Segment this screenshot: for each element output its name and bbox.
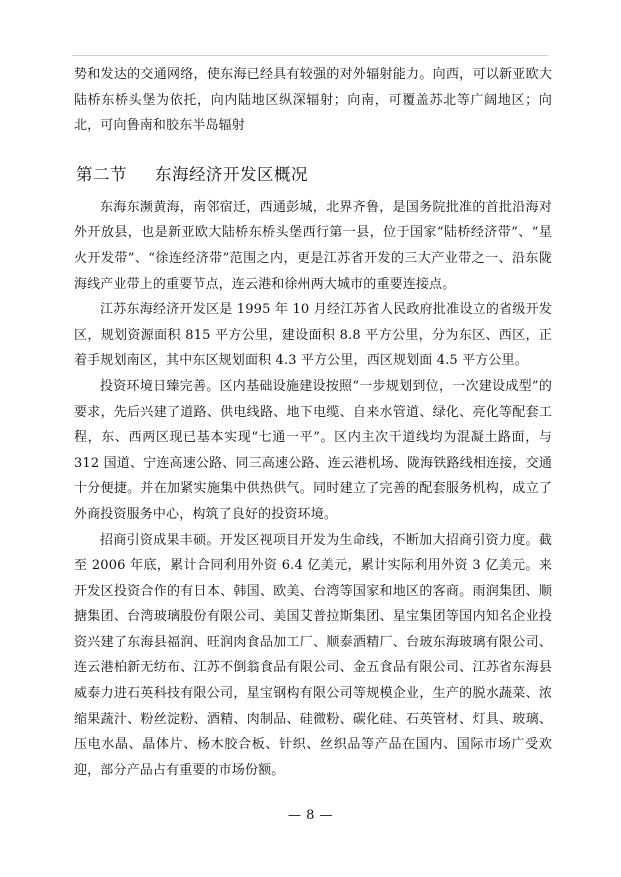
paragraph-investment-results: 招商引资成果丰硕。开发区视项目开发为生命线，不断加大招商引资力度。截至 2006 年底，累计合同利用外资 6.4 亿美元，累计实际利用外资 3 亿美元。来开发区投资合作的有日本、韩国、欧美、台湾等国家和地区的客商。雨润集团、顺搪集团、台湾玻璃股份有限公司、美国艾普拉斯集团、星宝集团等国内知名企业投资兴建了东海县福润、旺润肉食品加工厂、顺泰酒精厂、台玻东海玻璃有限公司、连云港柏新无纺布、江苏不倒翁食品有限公司、金五食品有限公司、江苏省东海县威泰力进石英科技有限公司，星宝钢构有限公司等规模企业，生产的脱水蔬菜、浓缩果蔬汁、粉丝淀粉、酒精、肉制品、硅微粉、碳化硅、石英管材、灯具、玻璃、压电水晶、晶体片、杨木胶合板、针织、丝织品等产品在国内、国际市场广受欢迎，部分产品占有重要的市场份额。 [74,532,552,778]
page-number: — 8 — [287,808,334,823]
section-title: 东海经济开发区概况 [155,164,308,184]
page-content [74,62,552,783]
header-rule [72,55,548,56]
section-heading [76,163,552,187]
intro-paragraph: 势和发达的交通网络，使东海已经具有较强的对外辐射能力。向西，可以新亚欧大陆桥东桥头堡为依托，向内陆地区纵深辐射；向南，可覆盖苏北等广阔地区；向北，可向鲁南和胶东半岛辐射 [74,67,552,134]
paragraph-investment-environment: 投资环境日臻完善。区内基础设施建设按照“一步规划到位，一次建设成型”的要求，先后兴建了道路、供电线路、地下电缆、自来水管道、绿化、亮化等配套工程，东、西两区现已基本实现“七通一平”。区内主次干道线均为混凝土路面，与 312 国道、宁连高速公路、同三高速公路、连云港机场、陇海铁路线相连接，交通十分便捷。并在加紧实施集中供热供气。同时建立了完善的配套服务机构，成立了外商投资服务中心，构筑了良好的投资环境。 [74,378,552,522]
section-number: 第二节 [76,164,127,184]
paragraph-overview: 东海东濒黄海，南邻宿迁，西通彭城，北界齐鲁，是国务院批准的首批沿海对外开放县，也是新亚欧大陆桥东桥头堡西行第一县，位于国家“陆桥经济带”、“星火开发带”、“徐连经济带”范围之内，更是江苏省开发的三大产业带之一、沿东陇海线产业带上的重要节点，连云港和徐州两大城市的重要连接点。 [74,199,552,292]
paragraph-zone-info: 江苏东海经济开发区是 1995 年 10 月经江苏省人民政府批准设立的省级开发区，规划资源面积 815 平方公里，建设面积 8.8 平方公里，分为东区、西区，正着手规划南区，其中东区规划面积 4.3 平方公里，西区规划面 4.5 平方公里。 [74,302,552,369]
